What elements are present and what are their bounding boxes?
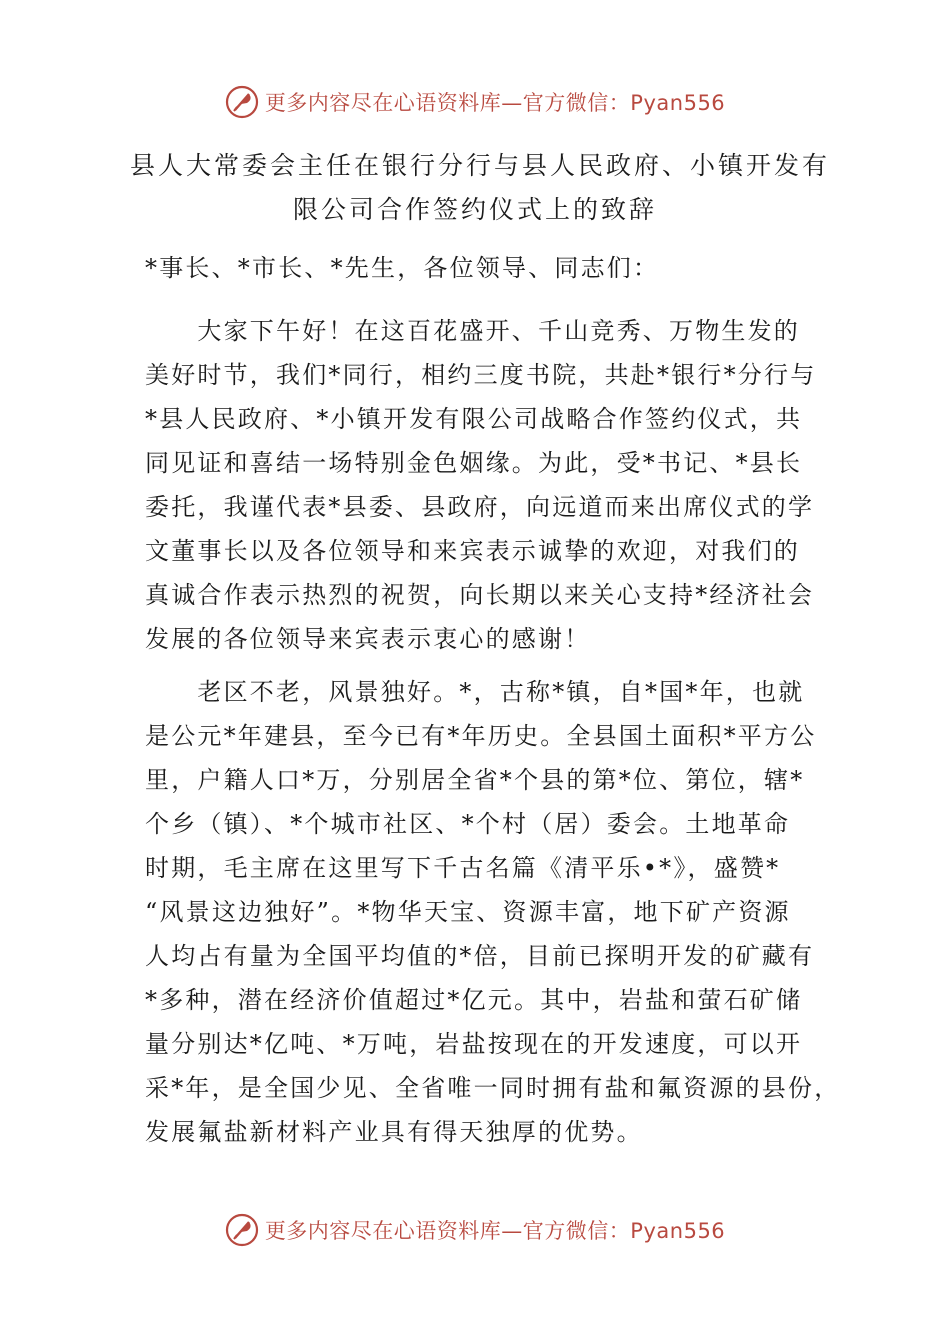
body-line: 采*年，是全国少见、全省唯一同时拥有盐和氟资源的县份， <box>145 1074 841 1102</box>
body-line: 发展氟盐新材料产业具有得天独厚的优势。 <box>145 1118 643 1146</box>
body-line: 委托，我谨代表*县委、县政府，向远道而来出席仪式的学 <box>145 493 815 521</box>
body-line: 同见证和喜结一场特别金色姻缘。为此，受*书记、*县长 <box>145 449 803 477</box>
quill-logo-icon <box>225 1213 259 1247</box>
body-line: 个乡（镇）、*个城市社区、*个村（居）委会。土地革命 <box>145 810 791 838</box>
body-line: “风景这边独好”。*物华天宝、资源丰富，地下矿产资源 <box>145 898 791 926</box>
body-line: 里，户籍人口*万，分别居全省*个县的第*位、第位，辖* <box>145 766 805 794</box>
quill-logo-icon <box>225 85 259 119</box>
document-title-line-2: 限公司合作签约仪式上的致辞 <box>292 195 657 224</box>
body-line: 美好时节，我们*同行，相约三度书院，共赴*银行*分行与 <box>145 361 817 389</box>
body-line: *事长、*市长、*先生，各位领导、同志们： <box>145 254 660 282</box>
document-title-line-1: 县人大常委会主任在银行分行与县人民政府、小镇开发有 <box>130 151 831 180</box>
body-line: 老区不老，风景独好。*，古称*镇，自*国*年，也就 <box>145 678 805 706</box>
watermark-text: 更多内容尽在心语资料库—官方微信：Pyan556 <box>264 1219 726 1243</box>
body-line: *多种，潜在经济价值超过*亿元。其中，岩盐和萤石矿储 <box>145 986 803 1014</box>
body-line: 文董事长以及各位领导和来宾表示诚挚的欢迎，对我们的 <box>145 537 800 565</box>
body-line: 发展的各位领导来宾表示衷心的感谢！ <box>145 625 591 653</box>
body-line: 是公元*年建县，至今已有*年历史。全县国土面积*平方公 <box>145 722 817 750</box>
watermark-header <box>0 82 950 122</box>
body-line: *县人民政府、*小镇开发有限公司战略合作签约仪式，共 <box>145 405 803 433</box>
body-line: 真诚合作表示热烈的祝贺，向长期以来关心支持*经济社会 <box>145 581 815 609</box>
watermark-footer <box>0 1210 950 1250</box>
body-line: 量分别达*亿吨、*万吨，岩盐按现在的开发速度，可以开 <box>145 1030 803 1058</box>
body-line: 时期，毛主席在这里写下千古名篇《清平乐•*》，盛赞* <box>145 854 781 882</box>
watermark-text: 更多内容尽在心语资料库—官方微信：Pyan556 <box>264 91 726 115</box>
body-line: 人均占有量为全国平均值的*倍，目前已探明开发的矿藏有 <box>145 942 815 970</box>
body-line: 大家下午好！在这百花盛开、千山竞秀、万物生发的 <box>145 317 800 345</box>
